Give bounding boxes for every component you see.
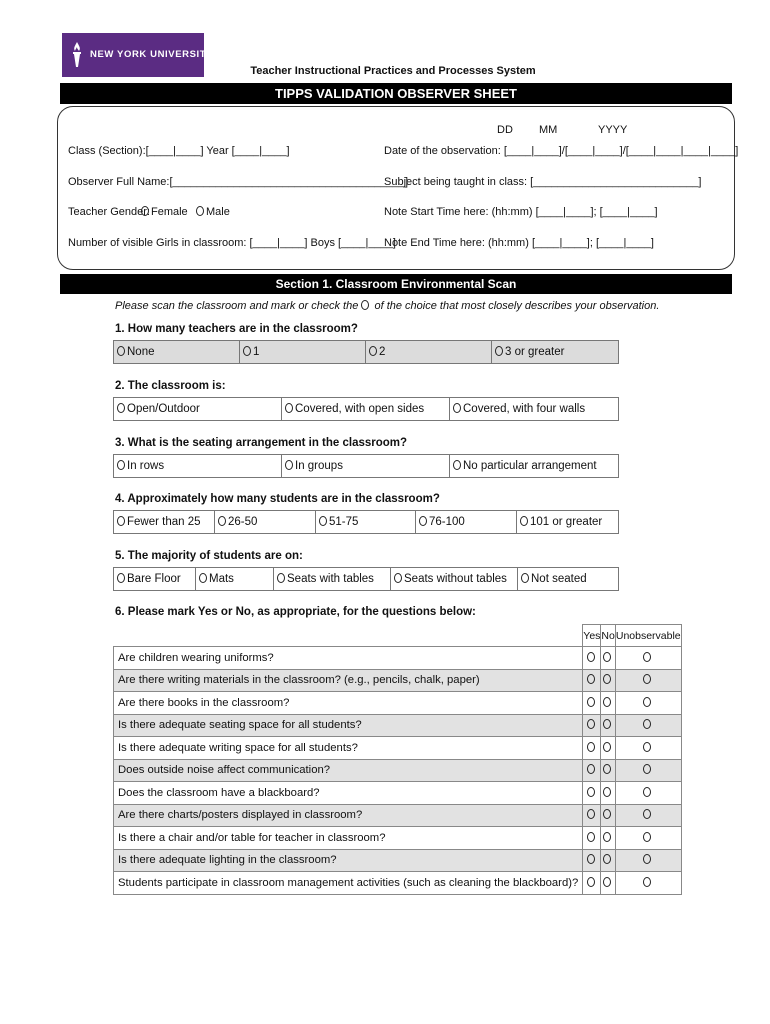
unobservable-radio[interactable] <box>615 804 681 827</box>
sheet-title: TIPPS VALIDATION OBSERVER SHEET <box>60 83 732 104</box>
unobservable-radio[interactable] <box>615 737 681 760</box>
radio-icon <box>196 206 204 216</box>
radio-icon <box>394 573 402 583</box>
yes-radio[interactable] <box>583 714 601 737</box>
option-label: Not seated <box>531 573 587 585</box>
yes-radio[interactable] <box>583 692 601 715</box>
gender-male-option[interactable] <box>196 206 230 218</box>
question-text: Are there books in the classroom? <box>114 692 583 715</box>
unobservable-radio[interactable] <box>615 714 681 737</box>
radio-icon <box>603 742 611 752</box>
unobservable-radio[interactable] <box>615 827 681 850</box>
radio-icon <box>117 460 125 470</box>
radio-icon <box>587 742 595 752</box>
yes-radio[interactable] <box>583 669 601 692</box>
radio-icon <box>587 854 595 864</box>
table-row <box>114 737 682 760</box>
radio-icon <box>419 516 427 526</box>
option-cell[interactable] <box>282 398 450 420</box>
question-1-options <box>113 340 619 364</box>
table-row <box>114 714 682 737</box>
radio-icon <box>603 809 611 819</box>
visible-girls-boys-field[interactable]: Number of visible Girls in classroom: [____|____] Boys [____|____] <box>68 237 396 249</box>
option-cell[interactable] <box>282 455 450 477</box>
question-2-options <box>113 397 619 421</box>
radio-icon <box>643 877 651 887</box>
radio-icon <box>361 300 369 310</box>
yes-radio[interactable] <box>583 872 601 895</box>
question-4-label: 4. Approximately how many students are in the classroom? <box>115 493 440 505</box>
radio-icon <box>603 697 611 707</box>
radio-icon <box>603 764 611 774</box>
question-1-label: 1. How many teachers are in the classroom? <box>115 323 358 335</box>
option-label: None <box>127 346 155 358</box>
question-text: Is there a chair and/or table for teacher in classroom? <box>114 827 583 850</box>
no-radio[interactable] <box>601 804 615 827</box>
no-radio[interactable] <box>601 669 615 692</box>
option-label: Seats with tables <box>287 573 374 585</box>
option-cell[interactable] <box>366 341 492 363</box>
radio-icon <box>243 346 251 356</box>
date-header-dd: DD <box>497 124 513 136</box>
unobservable-radio[interactable] <box>615 872 681 895</box>
no-radio[interactable] <box>601 647 615 670</box>
question-text: Are children wearing uniforms? <box>114 647 583 670</box>
option-cell[interactable] <box>391 568 518 590</box>
option-label: In rows <box>127 460 165 472</box>
instruction-text-1: Please scan the classroom and mark or check the <box>115 300 359 312</box>
unobservable-radio[interactable] <box>615 782 681 805</box>
radio-icon <box>453 460 461 470</box>
teacher-gender-label: Teacher Gender: <box>68 206 150 218</box>
col-yes-header: Yes <box>583 625 601 647</box>
radio-icon <box>603 719 611 729</box>
radio-icon <box>643 764 651 774</box>
table-row <box>114 872 682 895</box>
option-cell[interactable] <box>450 455 618 477</box>
option-cell[interactable] <box>114 341 240 363</box>
option-label: Seats without tables <box>404 573 507 585</box>
option-cell[interactable] <box>114 511 215 533</box>
radio-icon <box>587 877 595 887</box>
instruction-text-2: of the choice that most closely describes your observation. <box>374 300 660 312</box>
yes-radio[interactable] <box>583 759 601 782</box>
radio-icon <box>141 206 149 216</box>
question-text: Is there adequate seating space for all students? <box>114 714 583 737</box>
section1-instruction <box>115 300 659 312</box>
radio-icon <box>603 877 611 887</box>
option-label: Open/Outdoor <box>127 403 200 415</box>
question-text: Are there charts/posters displayed in classroom? <box>114 804 583 827</box>
system-name: Teacher Instructional Practices and Processes System <box>250 65 536 77</box>
yes-radio[interactable] <box>583 804 601 827</box>
radio-icon <box>587 652 595 662</box>
yes-radio[interactable] <box>583 647 601 670</box>
question-text: Is there adequate lighting in the classroom? <box>114 849 583 872</box>
radio-icon <box>643 787 651 797</box>
unobservable-radio[interactable] <box>615 647 681 670</box>
subject-field[interactable]: Subject being taught in class: [___________________________] <box>384 176 702 188</box>
question-text: Students participate in classroom management activities (such as cleaning the blackboard)? <box>114 872 583 895</box>
option-cell[interactable] <box>114 568 196 590</box>
radio-icon <box>520 516 528 526</box>
yes-radio[interactable] <box>583 737 601 760</box>
radio-icon <box>587 787 595 797</box>
option-label: 26-50 <box>228 516 258 528</box>
radio-icon <box>587 764 595 774</box>
observation-date-field[interactable]: Date of the observation: [____|____]/[____|____]/[____|____|____|____] <box>384 145 739 157</box>
no-radio[interactable] <box>601 759 615 782</box>
no-radio[interactable] <box>601 827 615 850</box>
option-cell[interactable] <box>240 341 366 363</box>
no-radio[interactable] <box>601 737 615 760</box>
date-header-mm: MM <box>539 124 558 136</box>
option-label: Covered, with four walls <box>463 403 586 415</box>
radio-icon <box>643 742 651 752</box>
option-label: 101 or greater <box>530 516 603 528</box>
no-radio[interactable] <box>601 714 615 737</box>
radio-icon <box>587 832 595 842</box>
question-5-options <box>113 567 619 591</box>
option-cell[interactable] <box>316 511 416 533</box>
option-label: Bare Floor <box>127 573 181 585</box>
no-radio[interactable] <box>601 872 615 895</box>
radio-icon <box>369 346 377 356</box>
option-label: 76-100 <box>429 516 465 528</box>
option-label: 2 <box>379 346 386 358</box>
question-6-label: 6. Please mark Yes or No, as appropriate, for the questions below: <box>115 606 476 618</box>
yes-radio[interactable] <box>583 782 601 805</box>
yes-radio[interactable] <box>583 827 601 850</box>
radio-icon <box>603 674 611 684</box>
question-text: Is there adequate writing space for all students? <box>114 737 583 760</box>
question-2-label: 2. The classroom is: <box>115 380 226 392</box>
date-header-yyyy: YYYY <box>598 124 628 136</box>
logo-text: NEW YORK UNIVERSITY <box>90 49 214 60</box>
class-section-field[interactable]: Class (Section):[____|____] Year [____|____] <box>68 145 290 157</box>
radio-icon <box>199 573 207 583</box>
radio-icon <box>643 697 651 707</box>
no-radio[interactable] <box>601 849 615 872</box>
radio-icon <box>643 809 651 819</box>
question-3-options <box>113 454 619 478</box>
option-cell[interactable] <box>114 455 282 477</box>
question-5-label: 5. The majority of students are on: <box>115 550 303 562</box>
radio-icon <box>521 573 529 583</box>
option-cell[interactable] <box>215 511 316 533</box>
table-row <box>114 647 682 670</box>
radio-icon <box>319 516 327 526</box>
option-cell[interactable] <box>114 398 282 420</box>
option-label: 51-75 <box>329 516 359 528</box>
option-label: 1 <box>253 346 260 358</box>
option-cell[interactable] <box>416 511 517 533</box>
radio-icon <box>453 403 461 413</box>
unobservable-radio[interactable] <box>615 759 681 782</box>
option-cell[interactable] <box>517 511 618 533</box>
radio-icon <box>643 652 651 662</box>
radio-icon <box>603 832 611 842</box>
gender-male-label: Male <box>206 206 230 218</box>
option-label: No particular arrangement <box>463 460 597 472</box>
table-row <box>114 759 682 782</box>
option-label: In groups <box>295 460 343 472</box>
radio-icon <box>587 697 595 707</box>
yes-no-table <box>113 624 682 895</box>
table-row <box>114 782 682 805</box>
option-label: Fewer than 25 <box>127 516 201 528</box>
option-label: 3 or greater <box>505 346 565 358</box>
unobservable-radio[interactable] <box>615 692 681 715</box>
radio-icon <box>218 516 226 526</box>
radio-icon <box>587 674 595 684</box>
table-row <box>114 692 682 715</box>
radio-icon <box>603 652 611 662</box>
note-start-time-field[interactable]: Note Start Time here: (hh:mm) [____|____]; [____|____] <box>384 206 658 218</box>
option-cell[interactable] <box>274 568 391 590</box>
gender-female-option[interactable] <box>141 206 188 218</box>
table-row <box>114 827 682 850</box>
col-no-header: No <box>601 625 615 647</box>
option-cell[interactable] <box>518 568 618 590</box>
radio-icon <box>285 460 293 470</box>
radio-icon <box>643 854 651 864</box>
radio-icon <box>587 809 595 819</box>
option-cell[interactable] <box>450 398 618 420</box>
header-blank <box>114 625 583 647</box>
radio-icon <box>643 832 651 842</box>
option-label: Covered, with open sides <box>295 403 425 415</box>
radio-icon <box>117 516 125 526</box>
note-end-time-field[interactable]: Note End Time here: (hh:mm) [____|____]; [____|____] <box>384 237 654 249</box>
question-text: Are there writing materials in the classroom? (e.g., pencils, chalk, paper) <box>114 669 583 692</box>
radio-icon <box>117 403 125 413</box>
section1-title: Section 1. Classroom Environmental Scan <box>60 274 732 294</box>
radio-icon <box>603 787 611 797</box>
table-row <box>114 669 682 692</box>
radio-icon <box>603 854 611 864</box>
radio-icon <box>277 573 285 583</box>
yes-radio[interactable] <box>583 849 601 872</box>
radio-icon <box>285 403 293 413</box>
question-4-options <box>113 510 619 534</box>
radio-icon <box>117 573 125 583</box>
radio-icon <box>495 346 503 356</box>
option-cell[interactable] <box>492 341 618 363</box>
radio-icon <box>587 719 595 729</box>
no-radio[interactable] <box>601 782 615 805</box>
option-label: Mats <box>209 573 234 585</box>
question-text: Does the classroom have a blackboard? <box>114 782 583 805</box>
table-row <box>114 849 682 872</box>
col-unobservable-header: Unobservable <box>615 625 681 647</box>
table-row <box>114 804 682 827</box>
radio-icon <box>643 674 651 684</box>
radio-icon <box>643 719 651 729</box>
observer-name-field[interactable]: Observer Full Name:[______________________________________] <box>68 176 409 188</box>
unobservable-radio[interactable] <box>615 669 681 692</box>
gender-female-label: Female <box>151 206 188 218</box>
no-radio[interactable] <box>601 692 615 715</box>
question-3-label: 3. What is the seating arrangement in the classroom? <box>115 437 408 449</box>
radio-icon <box>117 346 125 356</box>
option-cell[interactable] <box>196 568 274 590</box>
unobservable-radio[interactable] <box>615 849 681 872</box>
question-text: Does outside noise affect communication? <box>114 759 583 782</box>
